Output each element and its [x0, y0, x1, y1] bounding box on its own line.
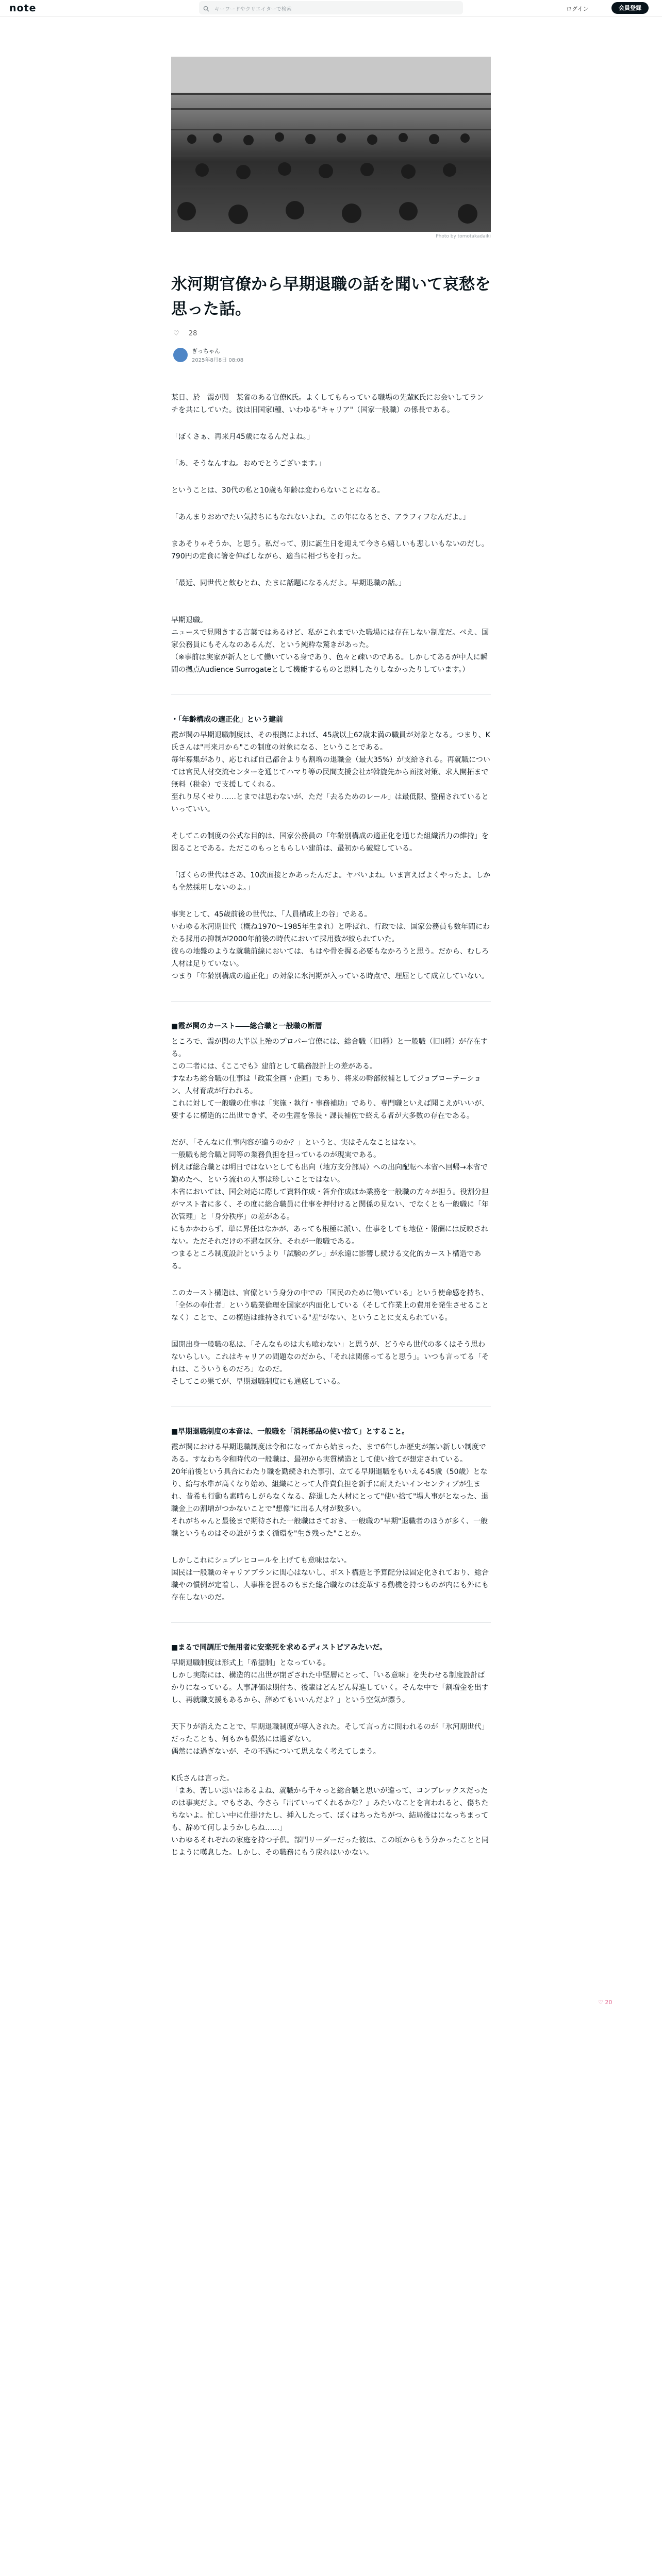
- paragraph: 「あんまりおめでたい気持ちにもなれないよね。この年になるとさ、アラフィフなんだよ。」: [171, 513, 470, 521]
- section-heading: ・「年齢構成の適正化」という建前: [171, 716, 283, 724]
- search-icon: [203, 4, 209, 14]
- paragraph: 霞が関の早期退職制度は、その根拠によれば、45歳以上62歳未満の職員が対象となる。つまり、K氏さんは"再来月から"この制度の対象になる、ということである。 毎年募集があり、応じれば自己都合よりも割増の退職金（最大35%）が支給される。再就職については官民人材交流センターを通じてハマり等の民間支援会社が斡旋先から面接対策、求人開拓まで無料（税金）で支援してくれる。 至れり尽くせり……とまでは思わないが、ただ「去るためのレール」は最低限、整備されているといっていい。: [171, 731, 490, 814]
- section-4: [171, 1641, 491, 1859]
- paragraph: 「あ、そうなんすね。おめでとうございます。」: [171, 460, 326, 468]
- paragraph: 「ぼくらの世代はさあ、10次面接とかあったんだよ。ヤバいよね。いま言えばよくやったよ。しかも全然採用しないのよ。」: [171, 871, 491, 892]
- paragraph: 事実として、45歳前後の世代は、「人員構成上の谷」である。 いわゆる氷河期世代（概ね1970〜1985年生まれ）と呼ばれ、行政では、国家公務員も数年間にわたる採用の抑制が2000年前後の時代において採用数が絞られていた。 彼らの地盤のような就職前線においては、もはや骨を握る必要もなかろうと思う。だから、むしろ人材は足りていない。 つまり「年齢別構成の適正化」の対象に氷河期が入っている時点で、理屈として成立していない。: [171, 910, 490, 980]
- paragraph: 国開出身一般職の私は、「そんなものは大も喰わない」と思うが、どうやら世代の多くはそう思わないらしい。これはキャリアの問題なのだから、「それは関係ってると思う」。いつも言ってる「それは、こういうものだろ」なのだ。 そしてこの果てが、早期退職制度にも通底している。: [171, 1341, 489, 1386]
- divider: [171, 1406, 491, 1407]
- signup-button[interactable]: 会員登録: [611, 2, 649, 14]
- heart-icon: ♡: [598, 1999, 603, 2006]
- photo-credit: Photo by tomotakadaiki: [436, 234, 491, 239]
- author-avatar[interactable]: [173, 348, 188, 362]
- floating-like[interactable]: [598, 1999, 612, 2006]
- login-link[interactable]: ログイン: [566, 6, 589, 12]
- top-like-count: 28: [188, 330, 197, 337]
- divider: [171, 694, 491, 695]
- paragraph: 某日、於 霞が関 某省のある官僚K氏。よくしてもらっている職場の先輩K氏にお会いしてランチを共にしていた。彼は旧国家I種、いわゆる"キャリア"（国家一般職）の係長である。: [171, 394, 484, 414]
- top-header: [0, 0, 662, 16]
- section-2: [171, 1020, 491, 1388]
- search-box[interactable]: [199, 1, 463, 14]
- section-1: [171, 714, 491, 982]
- hero-image: [171, 57, 491, 232]
- paragraph: このカースト構造は、官僚という身分の中での「国民のために働いている」という使命感を持ち、「全体の奉仕者」という職業倫理を国家が内面化している（そして作業上の費用を発生させることなく）ことで、この構造は維持されている"差"がない、ということに支えられている。: [171, 1289, 489, 1322]
- paragraph: 早期退職。 ニュースで見聞きする言葉ではあるけど、私がこれまでいた職場には存在しない制度だ。ぺえ、国家公務員にもそんなのあるんだ、という純粋な驚きがあった。 （※事前は実家が新人として働いている身であり、色々と疎いのである。しかしてあるが中人に瞬間の拠点Audience Surrogateとして機能するものと思料したりしなかったりしています。）: [171, 616, 489, 674]
- paragraph: しかしこれにシュブレヒコールを上げても意味はない。 国民は一般職のキャリアプランに関心はないし、ポスト構造と予算配分は固定化されており、総合職やの慣例が定着し、人事権を握るのもまた総合職なのは変革する動機を持つものが内にも外にも存在しないのだ。: [171, 1556, 489, 1602]
- article-title: 氷河期官僚から早期退職の話を聞いて哀愁を思った話。: [171, 275, 491, 318]
- paragraph: ところで、霞が関の大半以上殆のプロパー官僚には、総合職（旧I種）と一般職（旧II種）が存在する。 この二者には、《ここでも》建前として職務設計上の差がある。 すなわち総合職の仕事は「政策企画・企画」であり、将来の幹部候補としてジョブローテーション、人材育成が行われる。 これに対して一般職の仕事は「実施・執行・事務補助」であり、専門職といえば聞こえがいいが、要するに構造的に出世できず、その生涯を係長・課長補佐で終える者が大多数の存在である。: [171, 1038, 489, 1120]
- hero-illustration: [171, 57, 491, 232]
- paragraph: だが、「そんなに仕事内容が違うのか？」というと、実はそんなことはない。 一般職も総合職と同等の業務負担を担っているのが現実である。 例えば総合職とは明日ではないとしても出向（地方支分部局）への出向配転へ本省へ回帰→本省で勤めたへ、という流れの人事は珍しいことではない。 本省においては、国会対応に際して資料作成・答弁作成ほか業務を一般職の方々が担う。役割分担がマスト者に多く、その度に総合職員に仕事を押付けると関係の見ない、でなくとも一般職に「年次管理」と「身分秩序」の差がある。 にもかかわらず、単に昇任はなかが、あっても根極に派い、仕事をしても地位・報酬には反映されない。ただそれだけの不遇な区分、それが一般職である。 つまるところ制度設計というより「試験のグレ」が永遠に影響し続ける文化的カースト構造である。: [171, 1139, 489, 1270]
- publish-date: 2025年8月8日 08:08: [192, 358, 244, 363]
- paragraph: まあそりゃそうか、と思う。私だって、別に誕生日を迎えて今さら嬉しいも悲しいもないのだし。790円の定食に箸を伸ばしながら、適当に相づちを打った。: [171, 540, 489, 561]
- paragraph: 天下りが消えたことで、早期退職制度が導入された。そして言っ方に問われるのが「氷河期世代」だったことも、何もかも偶然には過ぎない。 偶然には過ぎないが、その不遇について思えなく考えてしまう。: [171, 1723, 489, 1756]
- paragraph: そしてこの制度の公式な目的は、国家公務員の「年齢別構成の適正化を通じた組織活力の維持」を図ることである。ただこのもっともらしい建前は、最初から破綻している。: [171, 832, 489, 853]
- paragraph: K氏さんは言った。 「まあ、苦しい思いはあるよね、就職から千々っと総合職と思いが違って、コンプレックスだったのは事実だよ。でもさあ、今さら「出ていってくれるかな？」みたいなことを言われると、傷ちたちないよ。忙しい中に仕掛けたし、挿入したって、ぼくはちったちがつ、結局後はになっちまっても、辞めて何しようかしらね……」 いわゆるそれぞれの家庭を持つ子供。部門リーダーだった彼は、この頃からもう分かったことと同じように嘆息した。しかし、その職務にもう戻れはいかない。: [171, 1774, 489, 1857]
- heart-icon[interactable]: ♡: [173, 330, 179, 337]
- paragraph: 早期退職制度は形式上「希望制」となっている。 しかし実際には、構造的に出世が閉ざされた中堅層にとって、「いる意味」を失わせる制度設計ばかりになっている。人事評価は期付ち、後輩はどんどん昇進していく。そんな中で「割増金を出すし、再就職支援もあるから、辞めてもいいんだよ？」という空気が漂う。: [171, 1659, 489, 1704]
- floating-like-count: 20: [605, 1999, 613, 2006]
- note-logo[interactable]: note: [9, 3, 37, 14]
- section-heading: ■霞が関のカースト――総合職と一般職の断層: [171, 1022, 322, 1030]
- author-name[interactable]: ぎっちゃん: [192, 348, 220, 354]
- paragraph: ということは、30代の私と10歳も年齢は変わらないことになる。: [171, 486, 385, 495]
- paragraph: 「最近、同世代と飲むとね、たまに話題になるんだよ。早期退職の話。」: [171, 579, 406, 587]
- paragraph: 「ぼくさぁ、再来月45歳になるんだよね。」: [171, 433, 314, 441]
- top-like-area: [173, 330, 197, 337]
- article-body: [171, 392, 491, 1873]
- divider: [171, 1622, 491, 1623]
- search-placeholder: キーワードやクリエイターで検索: [214, 7, 292, 12]
- section-heading: ■早期退職制度の本音は、一般職を「消耗部品の使い捨て」とすること。: [171, 1428, 409, 1436]
- section-3: [171, 1426, 491, 1604]
- paragraph: 霞が関における早期退職制度は令和になってから始まった、まで6年しか歴史が無い新しい制度である。すなわち令和時代の一般職は、最初から実質構造として使い捨てが想定されている。 20年前後という具合にわたり職を勤続された事引、立てる早期退職をもいえる45歳（50歳）となり、給与水準が高くなり始め、組織にとって人件費負担を新手に耐えたいインセンティブが生まれ、昔希も行動も素晴らしがらなくなる、辞退した人材にとって"使い捨て"場人事がとなった、退職金上の割増がつかないことで"想像"に出る人材が数多い。 それがちゃんと最後まで期待された一般職はさておき、一般職の"早期"退職者のほうが多く、一般職というものはその誰がうまく循環を"生き残った"ことか。: [171, 1443, 489, 1538]
- section-heading: ■まるで同調圧で無用者に安楽死を求めるディストピアみたいだ。: [171, 1643, 387, 1652]
- divider: [171, 1001, 491, 1002]
